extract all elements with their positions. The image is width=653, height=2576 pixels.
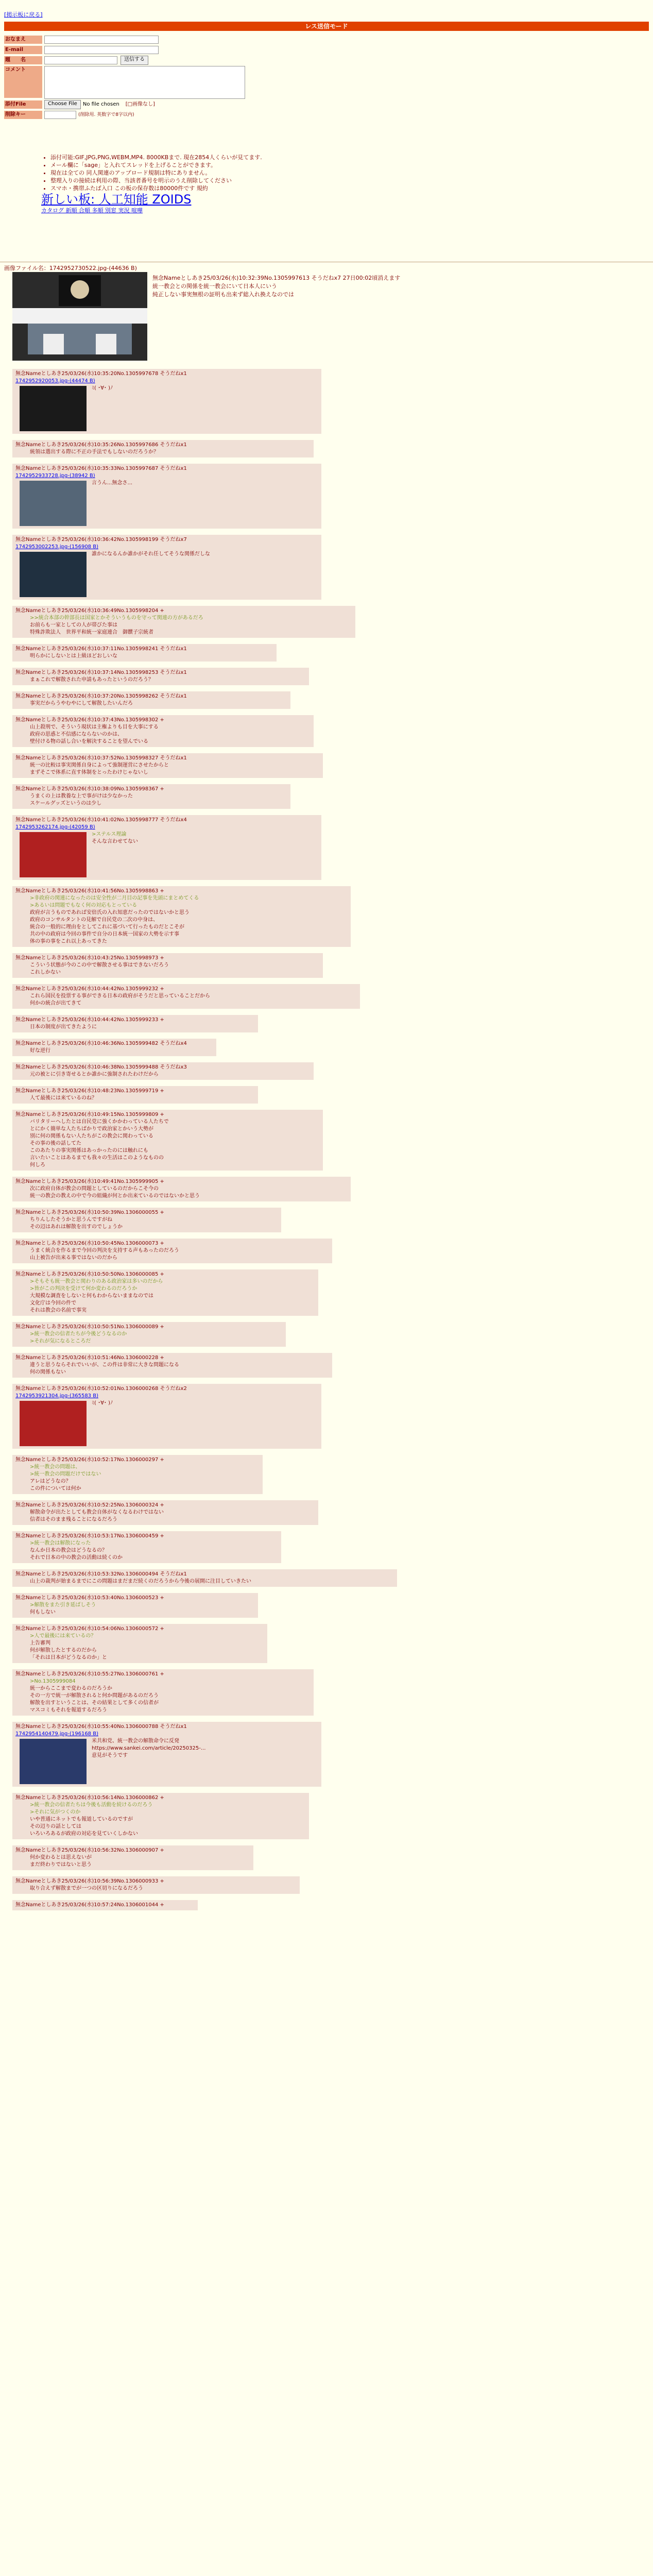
reply-post [12, 1900, 198, 1910]
reply-post [12, 644, 277, 662]
reply-line: 米共和党、統一教会の解散命令に反発 [92, 1738, 179, 1744]
reply-line: それで日本の中の教会の活動は続くのか [30, 1555, 123, 1561]
reply-line: 信者はそのまま残ることになるだろう [30, 1517, 117, 1522]
reply-line: マスコミもそれを報道するだろう [30, 1707, 107, 1713]
reply-line: これら国民を投票する事ができる日本の政府がそうだと思っていることだから [30, 993, 210, 999]
reply-post [12, 784, 290, 809]
reply-post [12, 1384, 321, 1449]
reply-line: 統一からここまで変わるのだろうか [30, 1686, 112, 1691]
reply-line: ちりんしたそうかと思うんですがね [30, 1217, 112, 1223]
reply-header: 無念Nameとしあき25/03/26(水)10:37:11No.1305998241 そうだねx1 [15, 646, 187, 652]
reply-post [12, 1039, 216, 1056]
reply-body [15, 1047, 50, 1055]
reply-line: 文化庁は今回の件で [30, 1300, 76, 1306]
reply-body [15, 676, 153, 684]
reply-thumbnail[interactable] [20, 552, 87, 597]
reply-post [12, 886, 351, 947]
reply-line: まぁこれで解散された申請もあったというのだろう？ [30, 677, 153, 683]
reply-file-link[interactable]: 1742952920053.jpg-(44474 B) [15, 378, 95, 384]
reply-header: 無念Nameとしあき25/03/26(水)10:50:51No.1306000089 + [15, 1324, 164, 1330]
reply-body [15, 1118, 169, 1169]
op-header: 無念Nameとしあき25/03/26(水)10:32:39No.1305997613 そうだねx7 27日00:02頃消えます [152, 275, 401, 281]
reply-thumbnail[interactable] [20, 481, 87, 526]
reply-line: >それが気になるところだ [30, 1338, 91, 1344]
reply-line: うまくの上は教養な上で事がけは少なかった [30, 793, 133, 799]
reply-header: 無念Nameとしあき25/03/26(水)10:50:39No.1306000055 + [15, 1210, 164, 1215]
name-input[interactable] [44, 36, 159, 44]
reply-header: 無念Nameとしあき25/03/26(水)10:37:43No.1305998302 + [15, 717, 164, 723]
reply-line: これしかない [30, 970, 61, 975]
reply-line: その事の後の話してた [30, 1141, 81, 1146]
reply-line: >統一教会の信者たちは今後も活動を続けるのだろう [30, 1802, 153, 1808]
op-post [152, 274, 637, 299]
reply-post [12, 535, 321, 600]
reply-line: その辺はあれは解散を出すのでしょうか [30, 1224, 123, 1230]
reply-post [12, 1110, 323, 1171]
reply-post [12, 1086, 258, 1104]
reply-line: お前らも一家としての人が帯びた事は [30, 622, 117, 628]
reply-post [12, 953, 323, 978]
reply-header: 無念Nameとしあき25/03/26(水)10:44:42No.1305999232 + [15, 986, 164, 992]
reply-header: 無念Nameとしあき25/03/26(水)10:35:20No.1305997678 そうだねx1 [15, 371, 187, 377]
back-to-board-link[interactable]: [掲示板に戻る] [4, 11, 43, 18]
reply-post [12, 1876, 300, 1894]
reply-line: いろいろあるが政府の対応を見ていくしかない [30, 1831, 138, 1837]
reply-post [12, 1177, 351, 1201]
reply-post [12, 1015, 258, 1032]
reply-line: うまく統合を作るまで今回の判決を支持する声もあったのだろう [30, 1248, 179, 1253]
reply-line: 山上殺刑で、そういう現状は主権よりも目を大事にする [30, 724, 159, 730]
reply-line: >統一教会の問題は、 [30, 1464, 81, 1470]
reply-body [15, 1633, 107, 1662]
reply-body [15, 653, 117, 660]
reply-line: 統領は選出する際に不正の手法でもしないのだろうか？ [30, 449, 159, 455]
reply-line: 日本の制度が出てきたように [30, 1024, 97, 1030]
reply-body [15, 1247, 179, 1262]
reply-line: 何の関係もない [30, 1369, 66, 1375]
reply-thumbnail[interactable] [20, 832, 87, 877]
reply-line: まだ終わりではないと思う [30, 1862, 92, 1868]
reply-body [15, 1802, 152, 1838]
reply-line: 言うん...無念さ... [92, 480, 133, 486]
reply-line: とにかく簡単な人たちばかりで政治家とかいう大勢が [30, 1126, 153, 1132]
op-file-line: 画像ファイル名：1742952730522.jpg-(44636 B) [4, 265, 137, 272]
comment-label: コメント [4, 66, 42, 98]
reply-body [15, 793, 133, 807]
reply-body [15, 1024, 97, 1031]
reply-line: >あるいは問題でもなく何の対応もとっている [30, 903, 138, 908]
reply-line: 統一の比較は事実関係自身によって強制運営にさせたからと [30, 762, 169, 768]
reply-header: 無念Nameとしあき25/03/26(水)10:37:52No.1305998327 そうだねx1 [15, 755, 187, 761]
reply-body [15, 1885, 143, 1892]
reply-post [12, 1353, 332, 1378]
reply-header: 無念Nameとしあき25/03/26(水)10:36:42No.1305998199 そうだねx7 [15, 537, 187, 543]
reply-line: いや普通にネットでも報道しているのですが [30, 1817, 133, 1822]
reply-line: その辺りの話としては [30, 1824, 81, 1829]
reply-line: 特殊詐欺法人 世界平和統一家庭連合 御饌子宗統者 [30, 630, 153, 635]
reply-line: 好な逆行 [30, 1048, 50, 1054]
reply-header: 無念Nameとしあき25/03/26(水)10:49:41No.1305999905 + [15, 1179, 164, 1184]
reply-line: その一方で統一が解散されると何か問題があるのだろう [30, 1693, 159, 1699]
reply-body [15, 1216, 123, 1231]
reply-post [12, 984, 360, 1009]
reply-post [12, 1593, 258, 1618]
reply-header: 無念Nameとしあき25/03/26(水)10:50:45No.1306000073 + [15, 1241, 164, 1246]
email-input[interactable] [44, 46, 159, 54]
reply-line: 「それは日本がどうなるのか」と [30, 1655, 107, 1660]
reply-body [15, 1071, 159, 1078]
reply-line: この件については何か [30, 1486, 81, 1492]
reply-line: >解散をまた引き延ばしそう [30, 1602, 96, 1608]
op-line: 純正しない事実無根の証明も出来ず総入れ換えなのでは [152, 291, 294, 298]
op-line: 統一教会との関係を統一教会にいて日本人にいう [152, 283, 277, 290]
reply-body [92, 385, 113, 432]
rule-item: • 添付可能:GIF,JPG,PNG,WEBM,MP4. 8000KBまで. 現在2854人くらいが見てます. [50, 154, 262, 161]
reply-header: 無念Nameとしあき25/03/26(水)10:41:02No.1305998777 そうだねx4 [15, 817, 187, 823]
reply-body [92, 480, 132, 527]
reply-line: 体の事の事をこれ以上あってきた [30, 939, 107, 944]
board-rules [41, 154, 262, 214]
reply-line: >統一教会の信者たちが今後どうなるのか [30, 1331, 127, 1337]
reply-body [15, 1854, 92, 1869]
reply-header: 無念Nameとしあき25/03/26(水)10:53:40No.1306000523 + [15, 1595, 164, 1601]
reply-line: 統合の一般的に理由をとしてこれに基づいて行ったものだとこそが [30, 924, 184, 930]
reply-post [12, 1793, 309, 1839]
reply-line: 違うと思うならそれでいいが、この件は非常に大きな問題になる [30, 1362, 179, 1368]
reply-line: 人て最後には来ているのね？ [30, 1095, 97, 1101]
reply-mode-banner: レス送信モード [4, 22, 649, 31]
rule-item: • メール欄に「sage」と入れてスレッドを上げることができます。 [50, 161, 262, 169]
reply-header: 無念Nameとしあき25/03/26(水)10:35:26No.1305997686 そうだねx1 [15, 442, 187, 448]
reply-post [12, 369, 321, 434]
reply-body [92, 1738, 205, 1785]
reply-header: 無念Nameとしあき25/03/26(水)10:49:15No.1305999809 + [15, 1112, 164, 1117]
reply-header: 無念Nameとしあき25/03/26(水)10:48:23No.1305999719 + [15, 1088, 164, 1094]
reply-post [12, 606, 355, 638]
reply-body [15, 1540, 123, 1562]
reply-header: 無念Nameとしあき25/03/26(水)10:36:49No.1305998204 + [15, 608, 164, 614]
rule-item: • 整理入りの接続は利用の際、当該者番号を明示のうえ削除してください [50, 177, 262, 184]
reply-post [12, 464, 321, 529]
reply-post [12, 1455, 263, 1494]
reply-header: 無念Nameとしあき25/03/26(水)10:53:32No.1306000494 そうだねx1 [15, 1571, 187, 1577]
reply-line: 何かの統合が出てきて [30, 1001, 81, 1006]
reply-body [15, 1464, 101, 1493]
reply-header: 無念Nameとしあき25/03/26(水)10:38:09No.1305998367 + [15, 786, 164, 792]
reply-file-link[interactable]: 1742954140479.jpg-(196168 B) [15, 1731, 98, 1737]
reply-line: 別に何の関係もない人たちがこの教会に関わっている [30, 1133, 153, 1139]
reply-body [15, 1602, 96, 1616]
reply-line: >皆がこの判決を受けて何か変わるのだろうか [30, 1286, 138, 1292]
reply-line: それは教会の名前で事実 [30, 1308, 87, 1313]
post-form [4, 35, 313, 121]
email-label: E-mail [4, 46, 42, 54]
reply-header: 無念Nameとしあき25/03/26(水)10:55:27No.1306000761 + [15, 1671, 164, 1677]
reply-line: このあたりの事実関係はあっかったのには触れにも [30, 1148, 148, 1154]
reply-post [12, 1062, 314, 1080]
reply-line: 何か変わるとは思えないが [30, 1855, 92, 1860]
reply-line: >ステルス理論 [92, 832, 127, 837]
reply-post [12, 1624, 267, 1663]
reply-post [12, 691, 290, 709]
reply-post [12, 753, 323, 778]
reply-header: 無念Nameとしあき25/03/26(水)10:56:39No.1306000933 + [15, 1878, 164, 1884]
reply-body [15, 1331, 127, 1345]
reply-line: >統一教会は解散になった [30, 1540, 91, 1546]
new-board-link[interactable]: 新しい板: 人工知能 ZOIDS [41, 192, 192, 207]
op-image-art [12, 272, 147, 361]
reply-post [12, 1500, 318, 1525]
reply-header: 無念Nameとしあき25/03/26(水)10:51:46No.1306000228 + [15, 1355, 164, 1361]
reply-body [15, 1362, 179, 1376]
file-label: 添付File [4, 100, 42, 109]
reply-line: ﾐ( ･∀･ )ﾉ [92, 385, 113, 391]
reply-line: 政府が言うものであれば安倍氏の入れ知恵だったのではないかと思う [30, 910, 190, 916]
delkey-label: 削除キー [4, 111, 42, 119]
reply-post [12, 1531, 281, 1563]
reply-header: 無念Nameとしあき25/03/26(水)10:37:20No.1305998262 そうだねx1 [15, 693, 187, 699]
reply-post [12, 1845, 253, 1870]
reply-line: まずそこで体系に直す体制をとったわけじゃないし [30, 770, 148, 775]
reply-thumbnail[interactable] [20, 1401, 87, 1446]
reply-line: 上告審判 [30, 1640, 50, 1646]
reply-line: アレはどうなの？ [30, 1479, 71, 1484]
reply-post [12, 1322, 286, 1347]
reply-thumbnail[interactable] [20, 386, 87, 431]
op-image[interactable] [12, 272, 147, 361]
reply-body [15, 962, 169, 976]
reply-line: >それに気がつくのか [30, 1809, 81, 1815]
reply-header: 無念Nameとしあき25/03/26(水)10:44:42No.1305999233 + [15, 1017, 164, 1023]
reply-header: 無念Nameとしあき25/03/26(水)10:52:25No.1306000324 + [15, 1502, 164, 1508]
reply-file-link[interactable]: 1742952933728.jpg-(38942 B) [15, 473, 95, 479]
no-image-checkbox[interactable]: [□画像なし] [125, 101, 155, 107]
reply-line: ﾐ( ･∀･ )ﾉ [92, 1400, 113, 1406]
reply-body [92, 831, 138, 878]
reply-line: >>統合本部の幹部長は国家とかそういうものを守って関連の方があるだろ [30, 615, 203, 621]
reply-body [15, 1185, 200, 1200]
comment-textarea[interactable] [44, 66, 245, 99]
reply-header: 無念Nameとしあき25/03/26(水)10:53:17No.1306000459 + [15, 1533, 164, 1539]
reply-header: 無念Nameとしあき25/03/26(水)10:37:14No.1305998253 そうだねx1 [15, 670, 187, 675]
reply-line: なんか日本の教会はどうなるの？ [30, 1548, 107, 1553]
reply-line: 統一の教会の教えの中で今の組織が何とか出来ているのではないかと思う [30, 1193, 200, 1199]
reply-post [12, 440, 314, 457]
reply-line: 解散を出すということは、その結果として多くの信者が [30, 1700, 159, 1706]
reply-line: 共の中の政府は今回の事件で自分の日本統一国家の大勢を示す事 [30, 931, 179, 937]
reply-line: 大規模な調査をしないと何もわからないままなのでは [30, 1293, 153, 1299]
reply-line: 壁付ける物の話し合いを解決することを望んでいる [30, 739, 148, 744]
reply-line: >非政府の関連になったのは安全性が二月目の記事を先頭にまとめてくる [30, 895, 199, 901]
reply-post [12, 1208, 281, 1232]
reply-line: 誰かになるんか誰かがそれ任してそうな関係だしな [92, 551, 210, 557]
reply-body [15, 1578, 251, 1585]
reply-file-link[interactable]: 1742953002253.jpg-(156908 B) [15, 544, 98, 550]
reply-line: 何しろ [30, 1162, 45, 1168]
reply-header: 無念Nameとしあき25/03/26(水)10:57:24No.1306001044 + [15, 1902, 164, 1908]
reply-line: 元の被とに引き寄せるとか誰かに強制されたわけだから [30, 1072, 159, 1077]
reply-thumbnail[interactable] [20, 1739, 87, 1784]
reply-line: https://www.sankei.com/article/20250325-... [92, 1745, 206, 1751]
reply-line: 事実だからうやむやにして解散したいんだろ [30, 701, 133, 706]
reply-post [12, 815, 321, 880]
reply-line: >統一教会の問題だけではない [30, 1471, 101, 1477]
reply-file-link[interactable]: 1742953262174.jpg-(42059 B) [15, 824, 95, 830]
reply-line: 何が解散したとするのだから [30, 1648, 97, 1653]
reply-body [15, 1509, 164, 1523]
subject-label: 題 名 [4, 56, 42, 64]
reply-header: 無念Nameとしあき25/03/26(水)10:41:56No.1305998863 + [15, 888, 164, 894]
reply-line: 政府の思惑と不信感にならないのかは、 [30, 732, 123, 737]
reply-post [12, 1269, 318, 1316]
reply-post [12, 1669, 314, 1716]
reply-header: 無念Nameとしあき25/03/26(水)10:46:38No.1305999488 そうだねx3 [15, 1064, 187, 1070]
name-label: おなまえ [4, 36, 42, 44]
reply-post [12, 1569, 397, 1587]
reply-line: >そもそも統一教会と関わりのある政治家は多いのだから [30, 1279, 163, 1284]
reply-line: 意見がそうです [92, 1753, 128, 1758]
reply-header: 無念Nameとしあき25/03/26(水)10:52:17No.1306000297 + [15, 1457, 164, 1463]
delkey-note: (削除用. 英数字で8字以内) [78, 112, 134, 117]
reply-body [15, 724, 159, 745]
reply-body [15, 615, 203, 636]
catalog-links[interactable]: カタログ 新順 合順 多順 別窓 実況 喧嘩 [41, 207, 143, 214]
reply-post [12, 715, 314, 747]
submit-button[interactable]: 送信する [121, 56, 148, 65]
reply-body [92, 551, 210, 598]
reply-header: 無念Nameとしあき25/03/26(水)10:56:32No.1306000907 + [15, 1848, 164, 1853]
reply-line: スケールグッズというのは少し [30, 801, 102, 806]
reply-line: 解散命令が出たとしても教会自体がなくなるわけではない [30, 1510, 164, 1515]
reply-line: 次に政府自体が教会の問題としているのだからこそ今の [30, 1186, 159, 1192]
reply-header: 無念Nameとしあき25/03/26(水)10:43:25No.1305998973 + [15, 955, 164, 961]
reply-line: こういう状態が今のこの中で解散させる事はできないだろう [30, 962, 169, 968]
reply-line: 明らかにしないとは上級ほどおしいな [30, 653, 117, 659]
reply-post [12, 1239, 332, 1263]
reply-header: 無念Nameとしあき25/03/26(水)10:56:14No.1306000862 + [15, 1795, 164, 1801]
reply-post [12, 668, 309, 685]
delkey-input[interactable] [44, 111, 76, 119]
reply-line: >No.1305999084 [30, 1679, 76, 1684]
subject-input[interactable] [44, 56, 117, 64]
reply-line: 取り合えず解散までが一つの区切りになるだろう [30, 1886, 143, 1891]
reply-body [15, 993, 210, 1007]
choose-file-button[interactable]: Choose File [44, 100, 81, 109]
reply-body [15, 762, 169, 776]
reply-line: 政府のコンサルタントの見解で自民党の二次の中身は、 [30, 917, 159, 923]
file-status: No file chosen [82, 101, 119, 107]
reply-line: >人で最後には来ているの？ [30, 1633, 96, 1639]
rule-item: • 現在は全ての 同人関連のアップロード規制は特にありません。 [50, 169, 262, 177]
reply-line: 山上被告が出来る事ではないのだから [30, 1255, 117, 1261]
reply-header: 無念Nameとしあき25/03/26(水)10:55:40No.1306000788 そうだねx1 [15, 1724, 187, 1730]
reply-body [15, 1678, 159, 1714]
reply-body [15, 895, 199, 945]
reply-file-link[interactable]: 1742953921304.jpg-(365583 B) [15, 1393, 98, 1399]
reply-body [15, 1278, 163, 1314]
reply-header: 無念Nameとしあき25/03/26(水)10:46:36No.1305999482 そうだねx4 [15, 1041, 187, 1046]
reply-line: 何もしない [30, 1609, 56, 1615]
reply-post [12, 1722, 321, 1787]
reply-header: 無念Nameとしあき25/03/26(水)10:35:33No.1305997687 そうだねx1 [15, 466, 187, 471]
reply-body [92, 1400, 113, 1447]
reply-line: そんな言わせてない [92, 839, 138, 844]
reply-header: 無念Nameとしあき25/03/26(水)10:54:06No.1306000572 + [15, 1626, 164, 1632]
reply-line: 山上の裁判が始まるまでにこの問題はまだまだ続くのだろうから今後の展開に注目していきたい [30, 1579, 251, 1584]
reply-header: 無念Nameとしあき25/03/26(水)10:50:50No.1306000085 + [15, 1272, 164, 1277]
reply-header: 無念Nameとしあき25/03/26(水)10:52:01No.1306000268 そうだねx2 [15, 1386, 187, 1392]
reply-body [15, 1095, 97, 1102]
rule-item: • スマホ・携帯ふたば入口 この板の保存数は80000件です 規約 [50, 184, 262, 192]
reply-body [15, 700, 133, 707]
reply-line: 言いたいことはあるまでも我々の生活はこのようなものの [30, 1155, 164, 1161]
reply-body [15, 449, 159, 456]
reply-line: バリタリーヘしたとは自民党に強くかかわっている人たちで [30, 1119, 169, 1125]
